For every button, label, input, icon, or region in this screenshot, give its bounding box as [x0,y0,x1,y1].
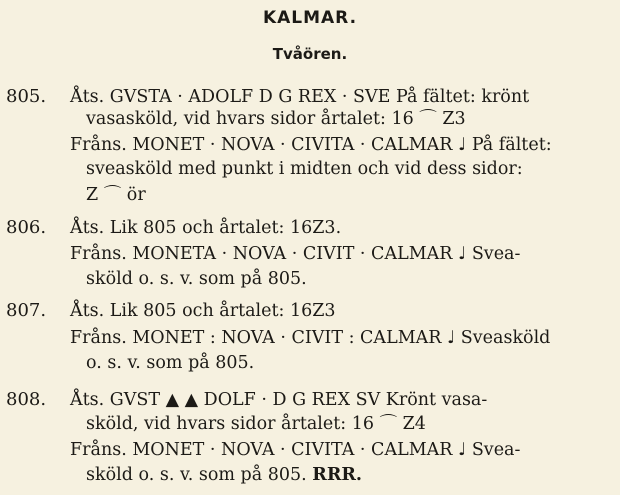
page-title: KALMAR. [262,8,358,28]
entry-line: Åts. Lik 805 och årtalet: 16Z3 [70,301,336,321]
entry-line: Åts. GVST ▲ ▲ DOLF · D G REX SV Krönt vasa- [70,390,488,410]
rarity-mark: RRR. [312,465,363,485]
entry-number: 805. [6,86,47,107]
entry-line: Fråns. MONET : NOVA · CIVIT : CALMAR ♩ Sveasköld [70,328,551,348]
entry-line [86,464,362,486]
entry-line: sveasköld med punkt i midten och vid dess sidor: [86,159,523,179]
entry-number: 806. [6,217,47,238]
entry-line: Fråns. MONET · NOVA · CIVITA · CALMAR ♩ Svea- [70,440,521,460]
entry-line: sköld, vid hvars sidor årtalet: 16 ⌒ Z4 [86,414,426,434]
entry-line: Z ⌒ ör [86,185,146,205]
entry-line: Fråns. MONETA · NOVA · CIVIT · CALMAR ♩ Svea- [70,244,521,264]
entry-number: 807. [6,300,47,321]
entry-line: o. s. v. som på 805. [86,353,255,373]
entry-line: Åts. Lik 805 och årtalet: 16Z3. [70,218,342,238]
entry-line: Åts. GVSTA · ADOLF D G REX · SVE På fältet: krönt [70,87,530,107]
entry-line: vasasköld, vid hvars sidor årtalet: 16 ⌒ Z3 [86,109,466,129]
entry-number: 808. [6,389,47,410]
entry-line-text: sköld o. s. v. som på 805. [86,465,307,485]
entry-line: Fråns. MONET · NOVA · CIVITA · CALMAR ♩ På fältet: [70,135,552,155]
section-subtitle: Tvåören. [272,45,348,63]
entry-line: sköld o. s. v. som på 805. [86,269,307,289]
